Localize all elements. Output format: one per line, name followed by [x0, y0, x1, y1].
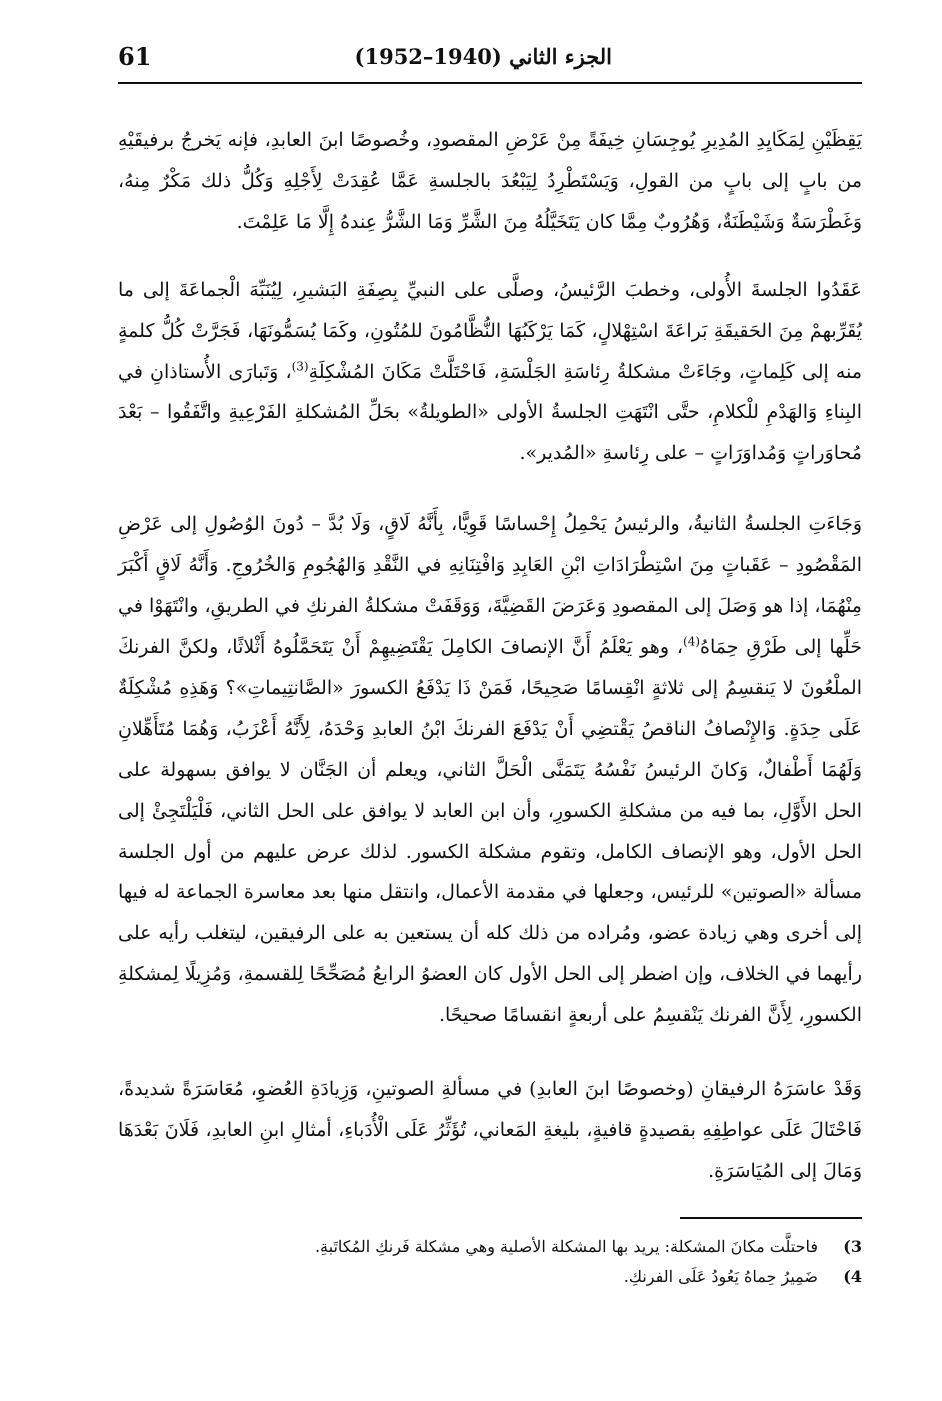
footnotes	[118, 1232, 862, 1292]
footnote-4	[118, 1262, 862, 1292]
page-number: 61	[118, 42, 152, 71]
paragraph-3-text-a: وَجَاءَتِ الجلسةُ الثانيةُ، والرئيسُ يَحْمِلُ إِحْساسًا قَوِيًّا، بِأَنَّهُ لَاقٍ، وَلَا بُدَّ – دُونَ الوُصُولِ إلى عَرْضِ المَقْصُودِ – عَقَباتٍ مِنَ اسْتِطْرَادَاتِ ابْنِ العَابِدِ وَافْتِنَانِهِ في النَّقْدِ وَالهُجُومِ وَالخُرُوجِ. وَأَنَّهُ لَاقٍ أَكْبَرَ مِنْهُمَا، إذا هو وَصَلَ إلى المقصودِ وَعَرَضَ القَضِيَّةَ، وَوَقَفَتْ مشكلةُ الفرنكِ في الطريقِ، وانْتَهَوْا في حَلِّها إلى طَرْقِ حِمَاهُ	[118, 513, 862, 658]
paragraph-4-text: وَقَدْ عاسَرَهُ الرفيقانِ (وخصوصًا ابنَ العابدِ) في مسألةِ الصوتينِ، وَزِيادَةِ العُضوِ، مُعَاسَرَةً شديدةً، فَاحْتَالَ عَلَى عواطِفِهِ بقصيدةٍ قافيةٍ، بليغةِ المَعاني، تُؤَثِّرُ عَلَى الْأُدَباءِ، أمثالِ ابنِ العابدِ، فَلَانَ بَعْدَهَا وَمَالَ إلى المُيَاسَرَةِ.	[118, 1078, 862, 1182]
footnote-4-text: ضَمِيرُ حِماهُ يَعُودُ عَلَى الفرنكِ.	[623, 1267, 818, 1286]
footnote-3	[118, 1232, 862, 1262]
running-title: الجزء الثاني (1940–1952)	[354, 44, 612, 69]
paragraph-1-text: يَقِظَيْنِ لِمَكَايِدِ المُدِيرِ يُوجِسَانِ خِيفَةً مِنْ عَرْضِ المقصودِ، وخُصوصًا ابنَ العابدِ، فإنه يَخرجُ برفيقَيْهِ من بابٍ إلى بابٍ من القولِ، وَيَسْتَطْرِدُ لِيَبْعُدَ بالجلسةِ عَمَّا عُقِدَتْ لِأَجْلِهِ وَكُلُّ ذلك مَكْرٌ مِنهُ، وَغَطْرَسَةٌ وَشَيْطَنَةٌ، وَهُرُوبٌ مِمَّا كان يَتَخَيَّلُهُ مِنَ الشَّرِّ وَمَا الشَّرُّ عِندهُ إِلَّا مَا عَلِمْتَ.	[118, 129, 862, 233]
footnote-rule	[680, 1217, 862, 1219]
footnote-4-number: 4)	[843, 1267, 862, 1286]
footnote-3-number: 3)	[843, 1237, 862, 1256]
footnote-ref-3[interactable]: (3)	[291, 359, 309, 374]
footnote-3-text: فاحتلَّت مكانَ المشكلة: يريد بها المشكلة الأصلية وهي مشكلة فَرنكِ المُكاتَبةِ.	[314, 1237, 818, 1256]
header-rule	[118, 82, 862, 84]
paragraph-4	[118, 1069, 862, 1192]
paragraph-3	[118, 504, 862, 1036]
paragraph-3-text-b: ، وهو يَعْلَمُ أَنَّ الإنصافَ الكامِلَ يَقْتَضِيهِمْ أَنْ يَتَحَمَّلُوهُ أَثْلاثًا، ولكنَّ الفرنكَ الملْعُونَ لا يَنقسِمُ إلى ثلاثةٍ انْقِسامًا صَحِيحًا، فَمَنْ ذَا يَدْفَعُ الكسورَ «الصَّانتِيماتِ»؟ وَهَذِهِ مُشْكِلَةٌ عَلَى حِدَةٍ. وَالإِنْصافُ الناقصُ يَقْتضِي أَنْ يَدْفَعَ الفرنكَ ابْنُ العابدِ وَحْدَهُ، لِأَنَّهُ أَعْزَبُ، وَهُمَا مُتَأَهِّلانِ وَلَهُمَا أَطْفالٌ، وَكانَ الرئيسُ نَفْسُهُ يَتَمَنَّى الْحَلَّ الثاني، ويعلم أن الجَنَّان لا يوافق بسهولة على الحل الأَوَّلِ، بما فيه من مشكلةِ الكسورِ، وأن ابن العابد لا يوافق على الحل الثاني، فَلْيَلْتَجِئْ إلى الحل الأول، وهو الإنصاف الكامل، وتقوم مشكلة الكسور. لذلك عرض عليهم من أول الجلسة مسألة «الصوتين» للرئيس، وجعلها في مقدمة الأعمال، وانتقل منها بعد معاسرة الجماعة له فيها إلى أخرى وهي زيادة عضو، ومُراده من ذلك كله أن يستعين به على الرفيقين، ليتغلب رأيه على رأيهما في الخلاف، وإن اضطر إلى الحل الأول كان العضوُ الرابعُ مُصَحِّحًا لِلقسمةِ، وَمُزِيلًا لِمشكلةِ الكسورِ، لِأَنَّ الفرنك يَنْقسِمُ على أربعةٍ انقسامًا صحيحًا.	[118, 635, 862, 1027]
footnote-ref-4[interactable]: (4)	[683, 634, 701, 649]
body-text	[118, 120, 862, 1192]
paragraph-2-text-a: عَقَدُوا الجلسةَ الأُولى، وخطبَ الرَّئيسُ، وصلَّى على النبيِّ بِصِفَةِ البَشيرِ، لِيُنَبِّهَ الْجماعَةَ إلى ما يُقَرِّبهمْ مِنَ الحَقيقَةِ بَراعَةَ اسْتِهْلالٍ، كَمَا يَرْكَبُهَا النُّظَّامُونَ للمُتُونِ، وكَمَا يُسَمُّونَهَا، فَجَرَّتْ كُلُّ كلمةٍ منه إلى كَلِماتٍ، وجَاءَتْ مشكلةُ رِئاسَةِ الجَلْسَةِ، فَاحْتَلَّتْ مَكَانَ المُشْكِلَةِ	[118, 278, 862, 383]
paragraph-2	[118, 270, 862, 475]
paragraph-1	[118, 120, 862, 243]
paragraph-2-text-b: ، وَتَبارَى الأُستاذانِ في البِناءِ وَالهَدْمِ للْكلامِ، حتَّى انْتَهَتِ الجلسةُ الأولى «الطويلةُ» بحَلِّ المُشكلةِ الفَرْعِيةِ واتَّفَقُوا – بَعْدَ مُحاوَراتٍ وَمُداوَرَاتٍ – على رِئاسةِ «المُدير».	[118, 360, 862, 465]
page-header	[118, 40, 862, 80]
